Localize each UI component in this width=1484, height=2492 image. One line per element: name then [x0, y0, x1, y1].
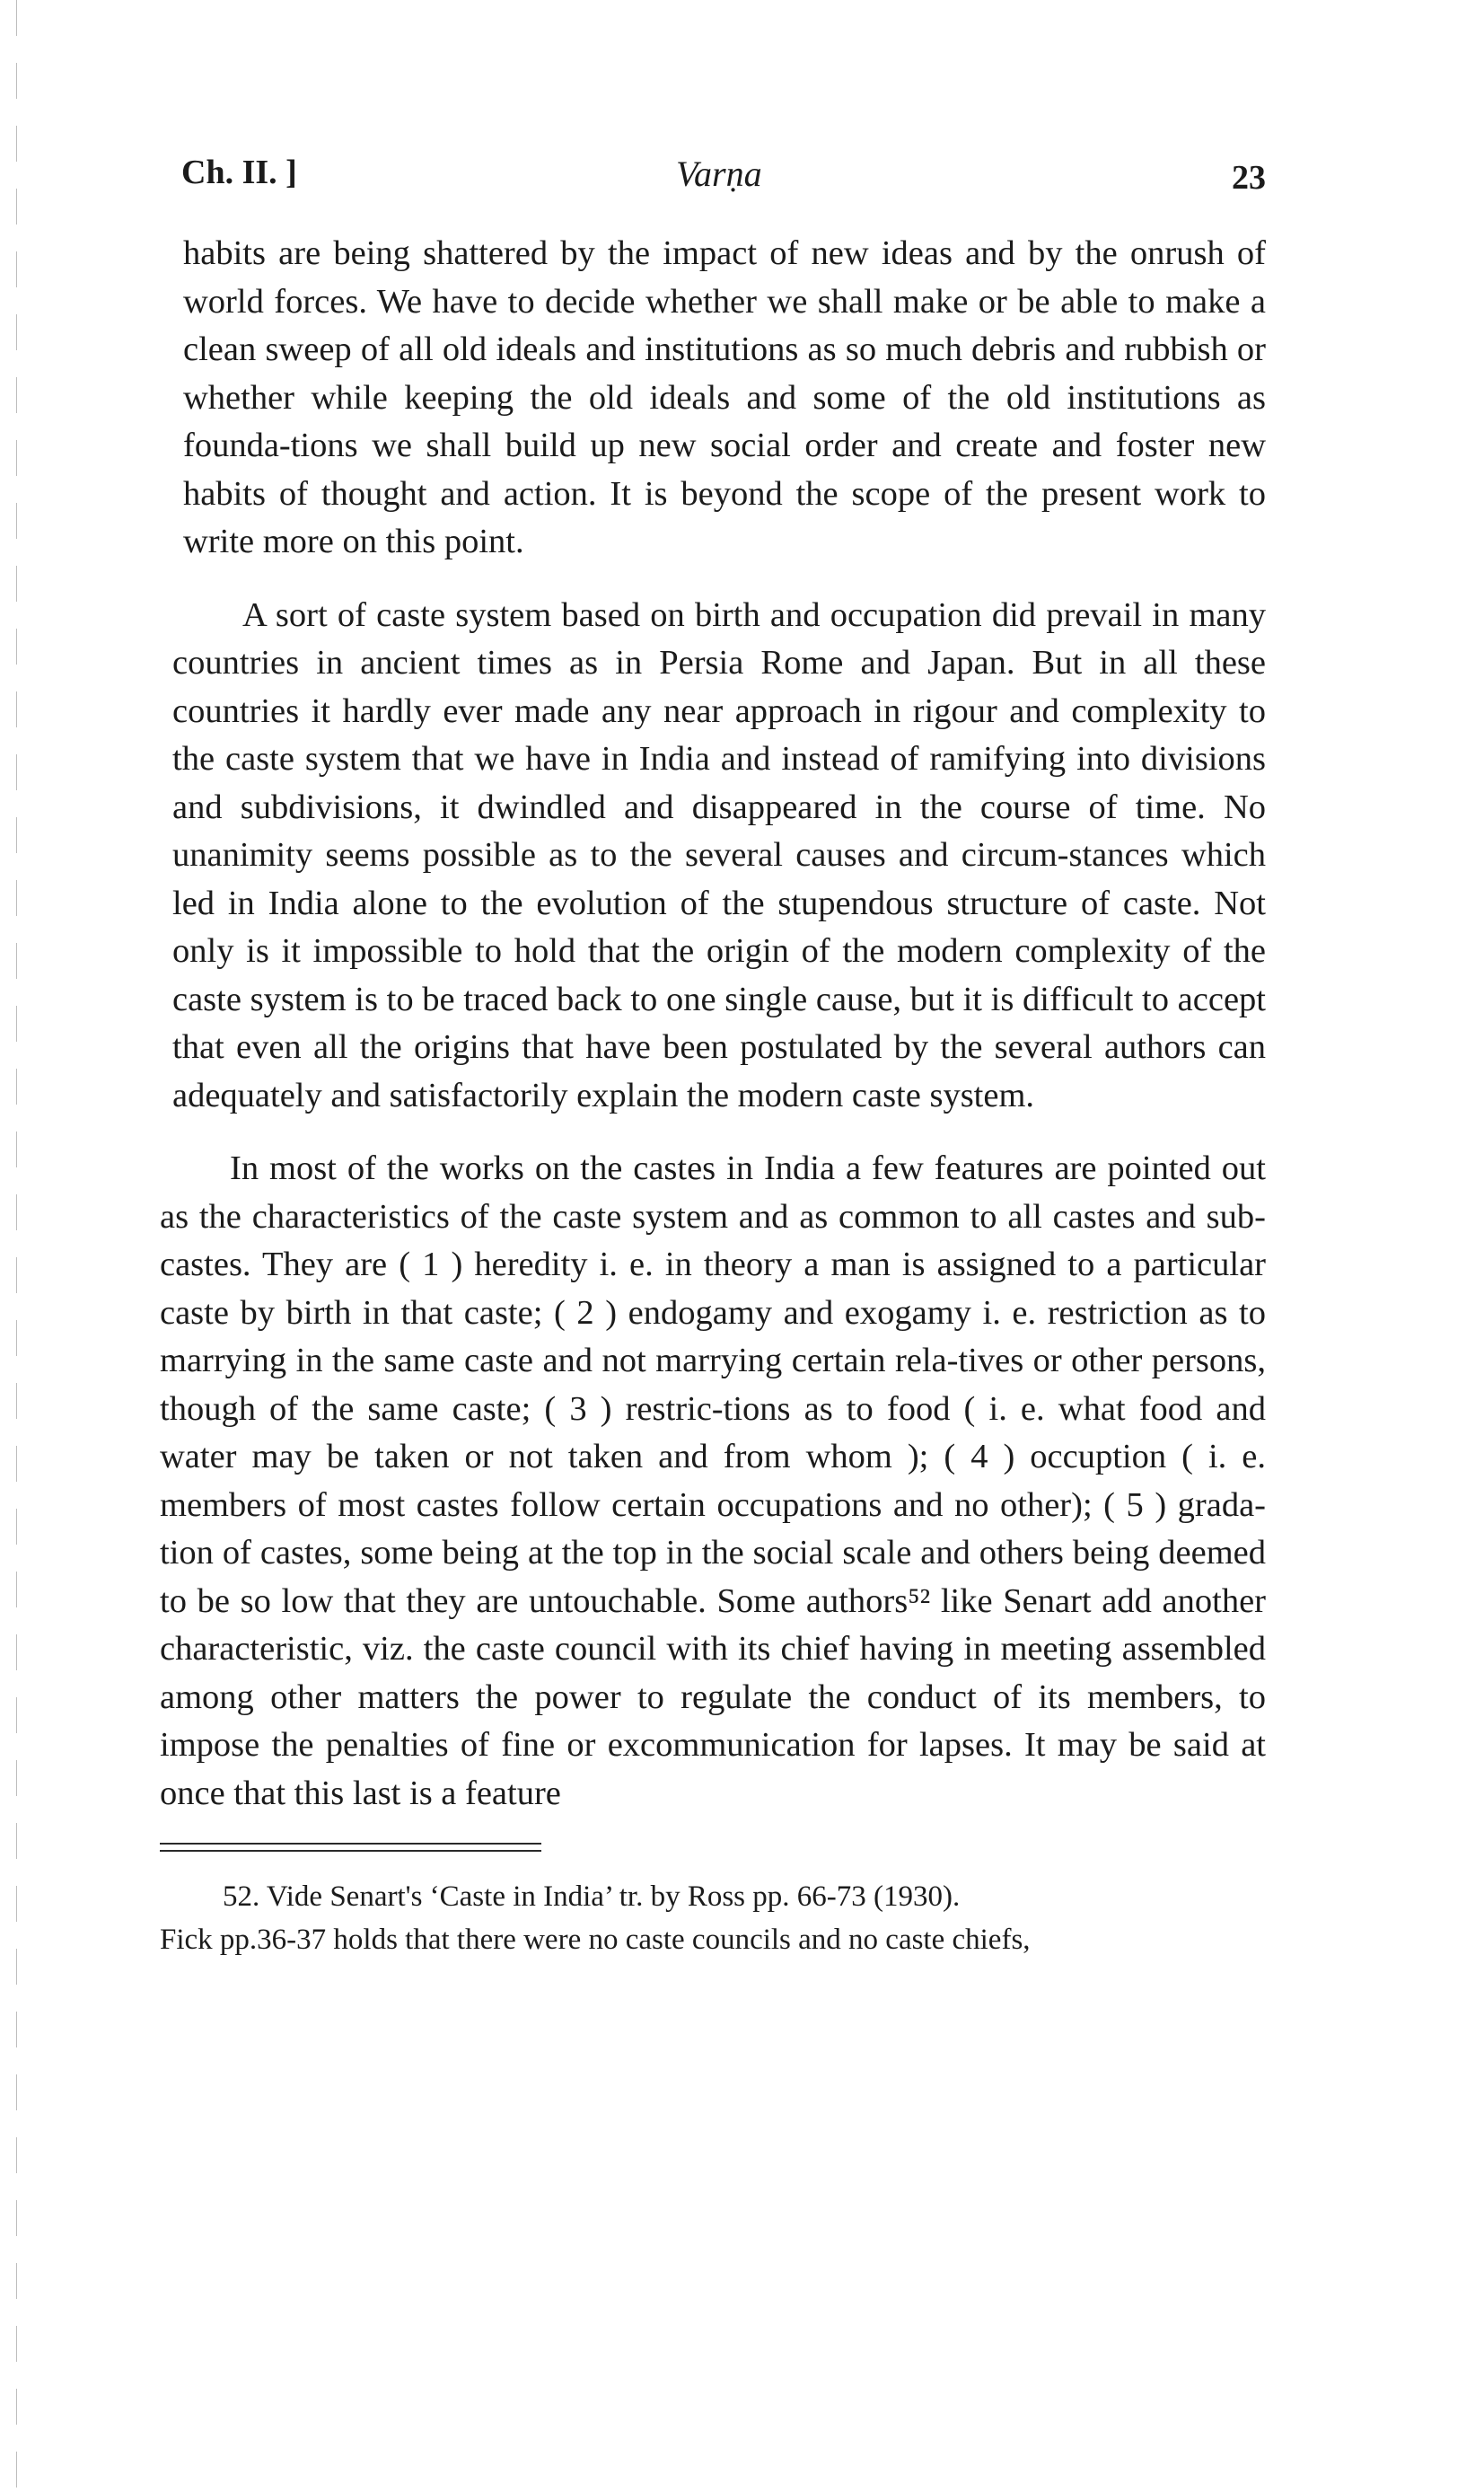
- paragraph-caste-system: A sort of caste system based on birth and occupation did prevail in many countries in ancient times as in Persia Rome and Japan. But in all these countries it hardly ever made any near approach in rigour and complexity to the caste system that we have in India and instead of ramifying into divisions and subdivisions, it dwindled and disappeared in the course of time. No unanimity seems possible as to the several causes and circum-stances which led in India alone to the evolution of the stupendous structure of caste. Not only is it impossible to hold that the origin of the modern complexity of the caste system is to be traced back to one single cause, but it is difficult to accept that even all the origins that have been postulated by the several authors can adequately and satisfactorily explain the modern caste system.: [172, 595, 1266, 1114]
- footnote-separator: [160, 1843, 541, 1852]
- body-text: [160, 230, 1266, 1818]
- running-title: Varṇa: [676, 154, 762, 194]
- page-edge-line: [16, 0, 17, 2492]
- page-number: 23: [1232, 159, 1266, 197]
- book-page: [160, 153, 1266, 1961]
- footnote: [160, 1875, 1266, 1961]
- footnote-line-2: Fick pp.36-37 holds that there were no caste councils and no caste chiefs,: [160, 1924, 1031, 1956]
- footnote-line-1: 52. Vide Senart's ‘Caste in India’ tr. by Ross pp. 66-73 (1930).: [223, 1880, 961, 1913]
- running-head: [160, 153, 1266, 225]
- paragraph-features: In most of the works on the castes in India a few features are pointed out as the characteristics of the caste system and as common to all castes and sub-castes. They are ( 1 ) heredity i. e. in theory a man is assigned to a particular caste by birth in that caste; ( 2 ) endogamy and exogamy i. e. restriction as to marrying in the same caste and not marrying certain rela-tives or other persons, though of the same caste; ( 3 ) restric-tions as to food ( i. e. what food and water may be taken or not taken and from whom ); ( 4 ) occuption ( i. e. members of most castes follow certain occupations and no other); ( 5 ) grada-tion of castes, some being at the top in the social scale and others being deemed to be so low that they are untouchable. Some authors⁵² like Senart add another characteristic, viz. the caste council with its chief having in meeting assembled among other matters the power to regulate the conduct of its members, to impose the penalties of fine or excommunication for lapses. It may be said at once that this last is a feature: [160, 1149, 1266, 1812]
- chapter-label: Ch. II. ]: [181, 154, 297, 191]
- paragraph-continuation: habits are being shattered by the impact of new ideas and by the onrush of world forces. We have to decide whether we shall make or be able to make a clean sweep of all old ideals and institutions as so much debris and rubbish or whether while keeping the old ideals and some of the old institutions as founda-tions we shall build up new social order and create and foster new habits of thought and action. It is beyond the scope of the present work to write more on this point.: [183, 234, 1266, 560]
